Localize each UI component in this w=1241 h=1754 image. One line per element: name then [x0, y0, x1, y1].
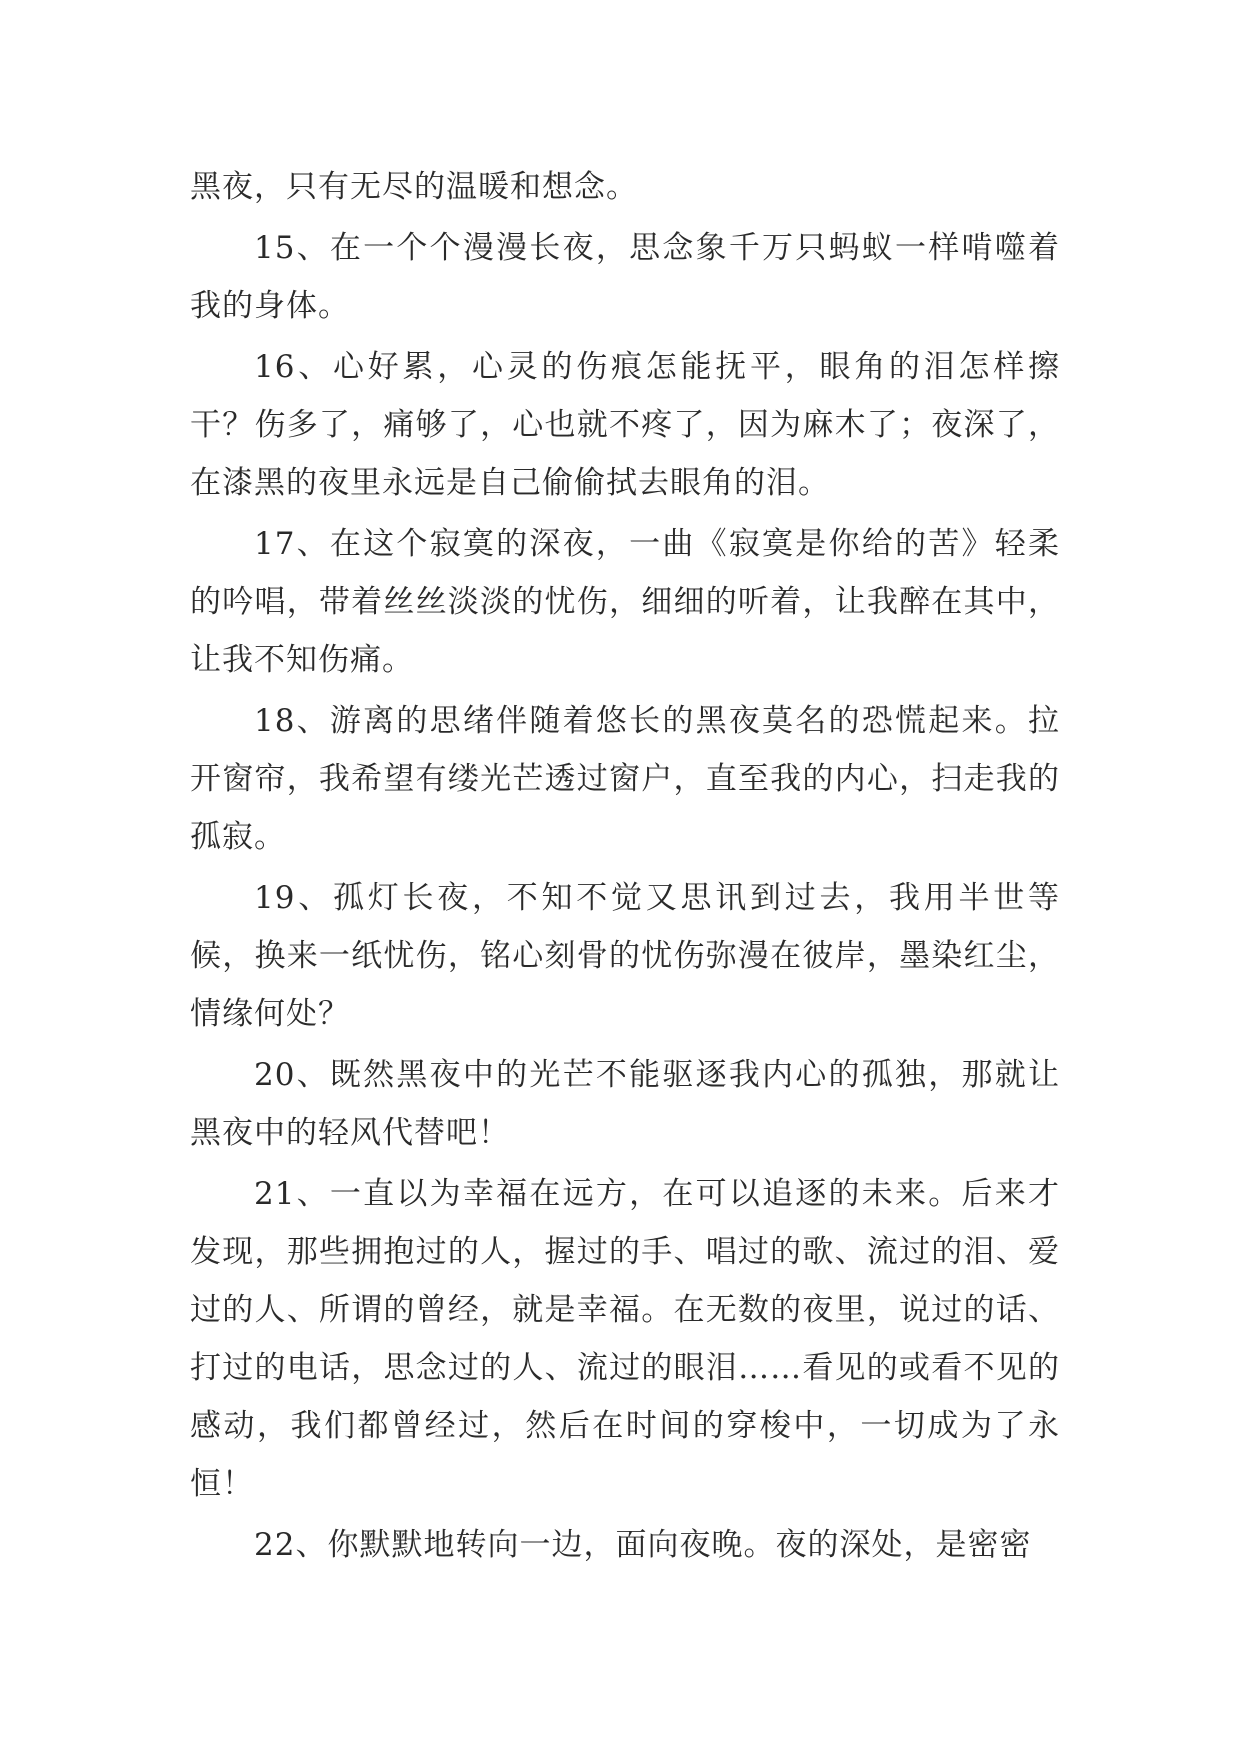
paragraph-22: 22、你默默地转向一边，面向夜晚。夜的深处，是密密 — [254, 1527, 1032, 1563]
paragraph-15: 15、在一个个漫漫长夜，思念象千万只蚂蚁一样啃噬着我的身体。 — [190, 230, 1060, 324]
paragraph-16: 16、心好累，心灵的伤痕怎能抚平，眼角的泪怎样擦干？伤多了，痛够了，心也就不疼了，因为麻木了；夜深了，在漆黑的夜里永远是自己偷偷拭去眼角的泪。 — [190, 349, 1060, 501]
paragraph-continuation: 黑夜，只有无尽的温暖和想念。 — [190, 169, 638, 205]
paragraph-17: 17、在这个寂寞的深夜，一曲《寂寞是你给的苦》轻柔的吟唱，带着丝丝淡淡的忧伤，细细的听着，让我醉在其中，让我不知伤痛。 — [190, 526, 1060, 678]
document-body — [190, 158, 1060, 1577]
paragraph-21: 21、一直以为幸福在远方，在可以追逐的未来。后来才发现，那些拥抱过的人，握过的手、唱过的歌、流过的泪、爱过的人、所谓的曾经，就是幸福。在无数的夜里，说过的话、打过的电话，思念过的人、流过的眼泪……看见的或看不见的感动，我们都曾经过，然后在时间的穿梭中，一切成为了永恒！ — [190, 1176, 1060, 1502]
paragraph-20: 20、既然黑夜中的光芒不能驱逐我内心的孤独，那就让黑夜中的轻风代替吧！ — [190, 1057, 1060, 1151]
paragraph-18: 18、游离的思绪伴随着悠长的黑夜莫名的恐慌起来。拉开窗帘，我希望有缕光芒透过窗户，直至我的内心，扫走我的孤寂。 — [190, 703, 1060, 855]
paragraph-19: 19、孤灯长夜，不知不觉又思讯到过去，我用半世等候，换来一纸忧伤，铭心刻骨的忧伤弥漫在彼岸，墨染红尘，情缘何处？ — [190, 880, 1060, 1032]
